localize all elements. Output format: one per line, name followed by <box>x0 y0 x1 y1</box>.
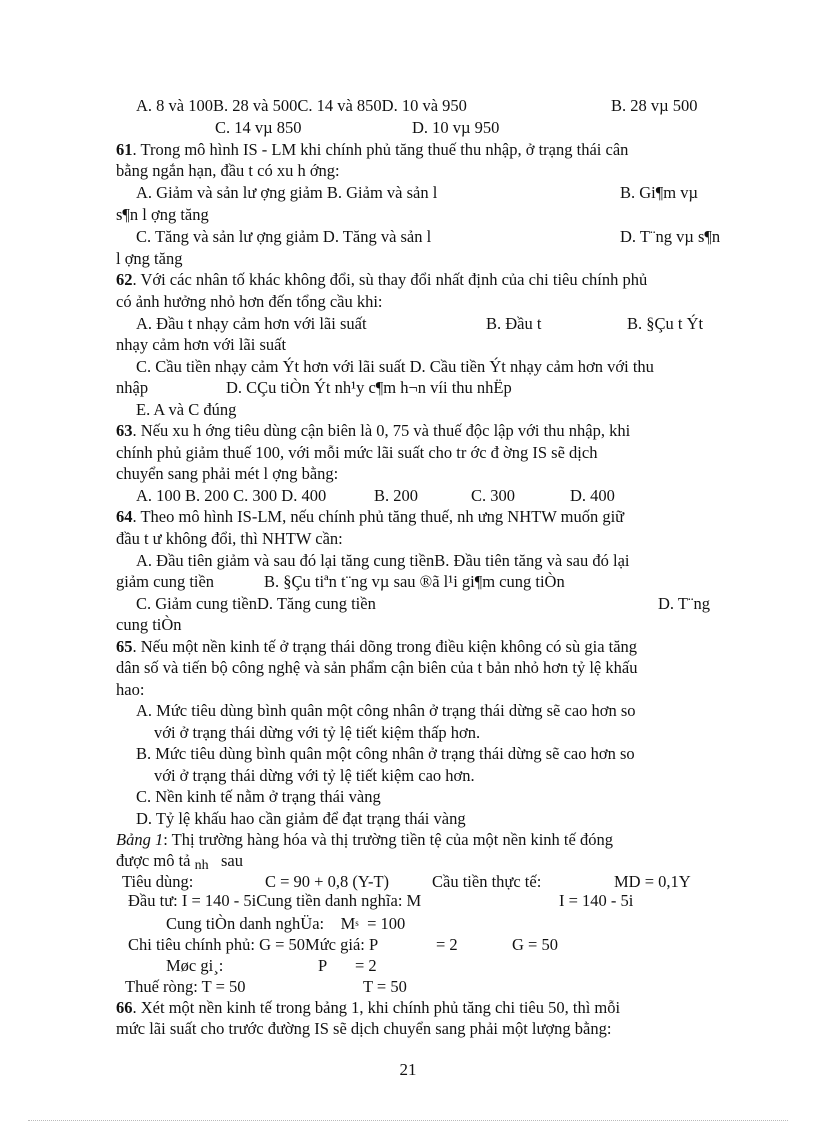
question-text: . Với các nhân tố khác không đổi, sù thay đổi nhất định của chi tiêu chính phủ <box>132 270 648 289</box>
question-text: mức lãi suất cho trước đường IS sẽ dịch chuyển sang phải một lượng bằng: <box>116 1019 612 1038</box>
question-number: 64 <box>116 507 133 526</box>
table-cell: = 2 <box>436 935 458 954</box>
question-62 <box>116 269 647 290</box>
answer-line: s¶n l ợng tăng <box>116 205 209 224</box>
question-text: bằng ngắn hạn, đầu t có xu h ớng: <box>116 161 340 180</box>
answer-line: cung tiÒn <box>116 615 182 634</box>
answer-line: B. §Çu tiªn t¨ng vµ sau ®ã l¹i gi¶m cung tiÒn <box>264 572 565 591</box>
table-1-desc-cont <box>116 850 243 873</box>
question-text: chuyển sang phải mét l ợng bằng: <box>116 464 339 483</box>
table-1-caption <box>116 829 613 850</box>
table-cell: I = 140 - 5i <box>559 891 634 910</box>
question-text: có ảnh hưởng nhỏ hơn đến tổng cầu khi: <box>116 292 383 311</box>
table-row-gov-spending: Chi tiêu chính phủ: G = 50Mức giá: P <box>128 935 379 954</box>
table-cell: MD = 0,1Y <box>614 872 691 891</box>
answer-line: C. Nền kinh tế nằm ở trạng thái vàng <box>136 787 381 806</box>
question-text: dân số và tiến bộ công nghệ và sản phẩm cận biên của t bản nhỏ hơn tỷ lệ khấu <box>116 658 638 677</box>
answer-line: D. Tỷ lệ khấu hao cần giảm để đạt trạng thái vàng <box>136 809 466 828</box>
answer-line: A. Mức tiêu dùng bình quân một công nhân ở trạng thái dừng sẽ cao hơn so <box>136 701 636 720</box>
question-64 <box>116 506 624 527</box>
answer-line: A. Đầu t nhạy cảm hơn với lãi suất <box>136 314 367 333</box>
answer-line: B. §Çu t Ýt <box>627 314 704 333</box>
question-text: . Nếu một nền kinh tế ở trạng thái dõng trong điều kiện không có sù gia tăng <box>132 637 638 656</box>
question-number: 61 <box>116 140 133 159</box>
question-66 <box>116 997 620 1018</box>
answer-line: D. 400 <box>570 486 615 505</box>
table-row-money-supply <box>166 913 405 934</box>
table-row-consumption: Tiêu dùng: <box>122 872 194 891</box>
table-1-desc: : Thị trường hàng hóa và thị trường tiền tệ của một nền kinh tế đóng <box>163 830 613 849</box>
answer-line: nhạy cảm hơn với lãi suất <box>116 335 287 354</box>
question-number: 63 <box>116 421 133 440</box>
page-divider <box>28 1120 788 1121</box>
answer-line: C. 14 vµ 850 <box>215 118 302 137</box>
answer-line: E. A và C đúng <box>136 400 237 419</box>
question-text: hao: <box>116 680 145 699</box>
table-cell: P <box>318 956 328 975</box>
question-text: . Nếu xu h ớng tiêu dùng cận biên là 0, 75 và thuế độc lập với thu nhập, khi <box>132 421 631 440</box>
answer-line: D. T¨ng vµ s¶n <box>620 227 721 246</box>
table-cell: G = 50 <box>512 935 558 954</box>
answer-line: A. Đầu tiên giảm và sau đó lại tăng cung tiềnB. Đầu tiên tăng và sau đó lại <box>136 551 630 570</box>
text-part: nh <box>194 858 209 873</box>
table-cell: T = 50 <box>363 977 407 996</box>
text-part: sau <box>220 851 243 870</box>
answer-line: A. Giảm và sản lư ợng giảm B. Giảm và sản l <box>136 183 438 202</box>
answer-line: D. T¨ng <box>658 594 710 613</box>
question-text: . Trong mô hình IS - LM khi chính phủ tăng thuế thu nhập, ở trạng thái cân <box>132 140 629 159</box>
question-text: đầu t ư không đổi, thì NHTW cần: <box>116 529 343 548</box>
table-cell: C = 90 + 0,8 (Y-T) <box>265 872 390 891</box>
page-number: 21 <box>399 1060 417 1079</box>
table-cell: = 2 <box>355 956 377 975</box>
answer-line: B. 200 <box>374 486 419 505</box>
answer-line: giảm cung tiền <box>116 572 215 591</box>
question-text: . Xét một nền kinh tế trong bảng 1, khi chính phủ tăng chi tiêu 50, thì mỗi <box>132 998 621 1017</box>
answer-line: C. 300 <box>471 486 516 505</box>
table-row-investment: Đầu tư: I = 140 - 5iCung tiền danh nghĩa: M <box>128 891 422 910</box>
answer-line: D. 10 vµ 950 <box>412 118 500 137</box>
question-text: chính phủ giảm thuế 100, với mỗi mức lãi suất cho tr ớc đ ờng IS sẽ dịch <box>116 443 598 462</box>
question-number: 62 <box>116 270 133 289</box>
answer-line: A. 100 B. 200 C. 300 D. 400 <box>136 486 327 505</box>
question-65 <box>116 636 637 657</box>
answer-line: C. Giảm cung tiềnD. Tăng cung tiền <box>136 594 376 613</box>
answer-line: D. CÇu tiÒn Ýt nh¹y c¶m h¬n víi thu nhËp <box>226 378 512 397</box>
answer-line: B. Gi¶m vµ <box>620 183 698 202</box>
answer-line: B. Mức tiêu dùng bình quân một công nhân ở trạng thái dừng sẽ cao hơn so <box>136 744 635 763</box>
answer-line: B. Đầu t <box>486 314 542 333</box>
answer-line: C. Cầu tiền nhạy cảm Ýt hơn với lãi suất D. Cầu tiền Ýt nhạy cảm hơn với thu <box>136 357 654 376</box>
table-row-price-level: Møc gi¸: <box>166 956 224 975</box>
answer-line: với ở trạng thái dừng với tỷ lệ tiết kiệm thấp hơn. <box>154 723 481 742</box>
question-number: 66 <box>116 998 133 1017</box>
answer-line: B. 28 vµ 500 <box>611 96 698 115</box>
text-part: được mô tả <box>116 851 191 870</box>
table-1-label: Bảng 1 <box>116 830 164 849</box>
table-cell: Cầu tiền thực tế: <box>432 872 542 891</box>
question-number: 65 <box>116 637 133 656</box>
question-61 <box>116 139 628 160</box>
text-part: s <box>355 918 359 928</box>
text-part: Cung tiÒn danh nghÜa: <box>166 914 325 933</box>
text-part: = 100 <box>367 914 406 933</box>
question-63 <box>116 420 630 441</box>
answer-line: nhập <box>116 378 149 397</box>
answer-line: C. Tăng và sản lư ợng giảm D. Tăng và sản l <box>136 227 432 246</box>
answer-line: với ở trạng thái dừng với tỷ lệ tiết kiệm cao hơn. <box>154 766 475 785</box>
text-part: M <box>340 914 356 933</box>
table-row-net-tax: Thuế ròng: T = 50 <box>125 977 246 996</box>
answer-line: A. 8 và 100B. 28 và 500C. 14 và 850D. 10 và 950 <box>136 96 467 115</box>
answer-line: l ợng tăng <box>116 249 183 268</box>
question-text: . Theo mô hình IS-LM, nếu chính phủ tăng thuế, nh ưng NHTW muốn giữ <box>132 507 625 526</box>
